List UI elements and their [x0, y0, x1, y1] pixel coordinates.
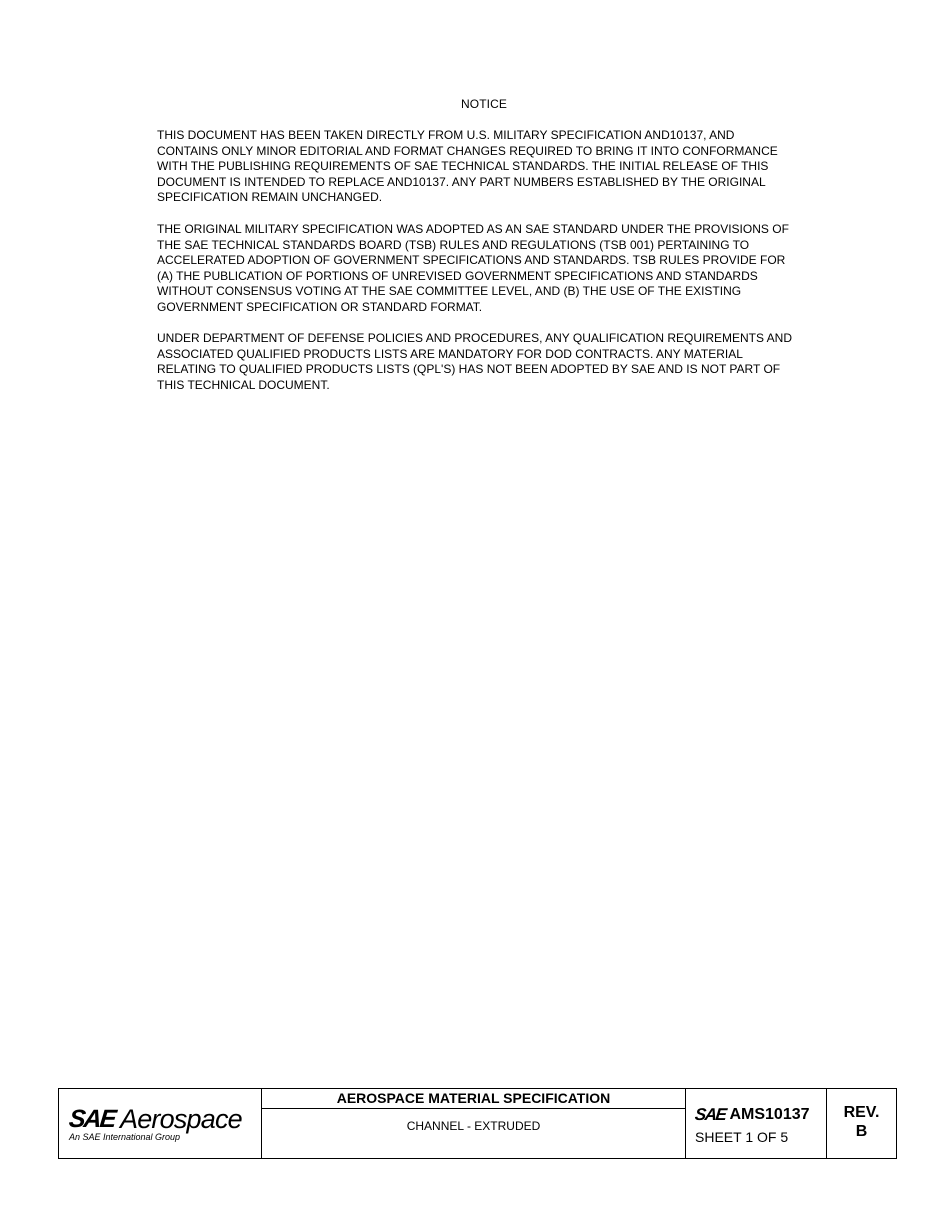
spec-type: AEROSPACE MATERIAL SPECIFICATION: [262, 1089, 685, 1109]
revision-label: REV.: [843, 1104, 880, 1121]
spec-cell: [262, 1089, 686, 1158]
sae-mini-logo: SAE: [694, 1105, 727, 1124]
logo-mark: SAE: [67, 1105, 116, 1133]
document-number: AMS10137: [729, 1106, 810, 1123]
document-number-row: [695, 1103, 810, 1123]
revision-cell: [827, 1089, 896, 1158]
logo-word: Aerospace: [120, 1104, 242, 1134]
notice-title: NOTICE: [461, 97, 507, 111]
logo-cell: [59, 1089, 262, 1158]
notice-paragraph-3: UNDER DEPARTMENT OF DEFENSE POLICIES AND PROCEDURES, ANY QUALIFICATION REQUIREMENTS AND ASSOCIATED QUALIFIED PRODUCTS LISTS ARE MANDATORY FOR DOD CONTRACTS. ANY MATERIAL RELATING TO QUALIFIED PRODUCTS LISTS (QPL'S) HAS NOT BEEN ADOPTED BY SAE AND IS NOT PART OF THIS TECHNICAL DOCUMENT.: [157, 331, 792, 392]
logo-tagline: An SAE International Group: [69, 1132, 181, 1142]
notice-paragraph-2: THE ORIGINAL MILITARY SPECIFICATION WAS ADOPTED AS AN SAE STANDARD UNDER THE PROVISIONS OF THE SAE TECHNICAL STANDARDS BOARD (TSB) RULES AND REGULATIONS (TSB 001) PERTAINING TO ACCELERATED ADOPTION OF GOVERNMENT SPECIFICATIONS AND STANDARDS. TSB RULES PROVIDE FOR (A) THE PUBLICATION OF PORTIONS OF UNREVISED GOVERNMENT SPECIFICATIONS AND STANDARDS WITHOUT CONSENSUS VOTING AT THE SAE COMMITTEE LEVEL, AND (B) THE USE OF THE EXISTING GOVERNMENT SPECIFICATION OR STANDARD FORMAT.: [157, 222, 789, 314]
notice-paragraph-1: THIS DOCUMENT HAS BEEN TAKEN DIRECTLY FROM U.S. MILITARY SPECIFICATION AND10137, AND CONTAINS ONLY MINOR EDITORIAL AND FORMAT CHANGES REQUIRED TO BRING IT INTO CONFORMANCE WITH THE PUBLISHING REQUIREMENTS OF SAE TECHNICAL STANDARDS. THE INITIAL RELEASE OF THIS DOCUMENT IS INTENDED TO REPLACE AND10137. ANY PART NUMBERS ESTABLISHED BY THE ORIGINAL SPECIFICATION REMAIN UNCHANGED.: [157, 128, 778, 204]
sheet-number: SHEET 1 OF 5: [695, 1129, 789, 1145]
spec-title: CHANNEL - EXTRUDED: [406, 1119, 541, 1133]
title-block: [58, 1088, 897, 1159]
document-number-cell: [686, 1089, 827, 1158]
revision-value: B: [855, 1123, 868, 1140]
sae-aerospace-logo: [69, 1103, 254, 1147]
